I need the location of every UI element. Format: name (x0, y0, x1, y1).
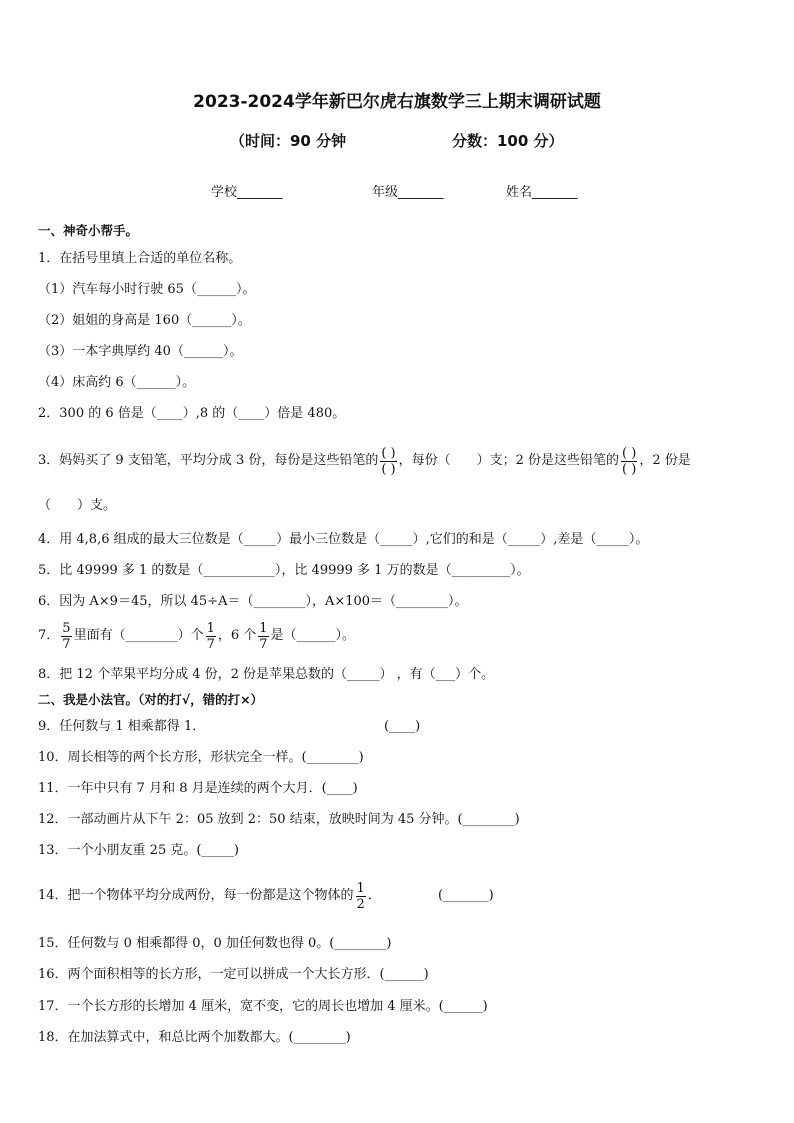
question-15: 15．任何数与 0 相乘都得 0，0 加任何数也得 0。(________) (38, 936, 392, 951)
question-7-text-a: 7． (38, 628, 60, 643)
fraction-numerator: 1 (356, 880, 365, 896)
exam-time: （时间：90 分钟 (230, 132, 347, 150)
question-13: 13．一个小朋友重 25 克。(_____) (38, 843, 239, 858)
question-7-text-c: ，6 个 (217, 628, 257, 643)
question-3-continued: （ ）支。 (38, 498, 117, 513)
fraction-numerator: 1 (259, 620, 268, 636)
question-3 (38, 439, 691, 484)
fraction-denominator: 7 (62, 636, 71, 652)
fraction-five-sevenths (61, 621, 71, 652)
question-12: 12．一部动画片从下午 2：05 放到 2：50 结束，放映时间为 45 分钟。(________) (38, 812, 520, 827)
exam-score: 分数：100 分） (452, 132, 564, 150)
question-10: 10．周长相等的两个长方形，形状完全一样。(________) (38, 750, 364, 765)
name-field: 姓名_______ (506, 185, 578, 200)
section-1-heading: 一、神奇小帮手。 (38, 223, 139, 238)
question-8: 8．把 12 个苹果平均分成 4 份，2 份是苹果总数的（_____） ，有（___）个。 (38, 667, 495, 682)
question-5: 5．比 49999 多 1 的数是（___________），比 49999 多 1 万的数是（_________）。 (38, 563, 530, 578)
question-16: 16．两个面积相等的长方形，一定可以拼成一个大长方形．(______) (38, 967, 429, 982)
fraction-denominator: ( ) (381, 461, 396, 477)
fraction-denominator: ( ) (622, 461, 637, 477)
question-3-text-b: ，每份（ ）支；2 份是这些铅笔的 (398, 453, 620, 468)
fraction-denominator: 7 (259, 636, 268, 652)
question-1-3: （3）一本字典厚约 40（______）。 (38, 344, 243, 359)
question-14-blank: (_______) (438, 888, 494, 903)
question-7 (38, 616, 355, 657)
fraction-numerator: ( ) (381, 445, 396, 461)
fraction-denominator: 2 (356, 896, 365, 912)
question-4: 4．用 4,8,6 组成的最大三位数是（_____）最小三位数是（_____）,它们的和是（_____）,差是（_____）。 (38, 532, 649, 547)
question-1-2: （2）姐姐的身高是 160（______）。 (38, 313, 251, 328)
question-1-1: （1）汽车每小时行驶 65（______）。 (38, 282, 256, 297)
fraction-denominator: 7 (206, 636, 215, 652)
question-1: 1．在括号里填上合适的单位名称。 (38, 251, 242, 266)
question-3-text-a: 3．妈妈买了 9 支铅笔，平均分成 3 份，每份是这些铅笔的 (38, 453, 379, 468)
question-17: 17．一个长方形的长增加 4 厘米，宽不变，它的周长也增加 4 厘米。(______) (38, 999, 488, 1014)
page-title: 2023-2024学年新巴尔虎右旗数学三上期末调研试题 (193, 92, 601, 112)
question-3-text-c: ，2 份是 (639, 453, 691, 468)
section-2-heading: 二、我是小法官。（对的打√，错的打×） (38, 692, 264, 707)
grade-field: 年级_______ (372, 185, 444, 200)
question-9: 9．任何数与 1 相乘都得 1． (38, 719, 206, 734)
question-6: 6．因为 A×9＝45，所以 45÷A＝（________），A×100＝（________）。 (38, 594, 468, 609)
question-18: 18．在加法算式中，和总比两个加数都大。(________) (38, 1030, 351, 1045)
question-14 (38, 876, 381, 917)
question-1-4: （4）床高约 6（______）。 (38, 375, 196, 390)
question-11: 11．一年中只有 7 月和 8 月是连续的两个大月．(____) (38, 781, 358, 796)
fraction-blank-1 (380, 446, 396, 477)
question-7-text-d: 是（______）。 (270, 628, 356, 643)
question-7-text-b: 里面有（________）个 (73, 628, 204, 643)
fraction-numerator: 1 (206, 620, 215, 636)
fraction-one-half (356, 881, 366, 912)
fraction-numerator: 5 (62, 620, 71, 636)
fraction-blank-2 (621, 446, 637, 477)
fraction-one-seventh-2 (258, 621, 268, 652)
fraction-numerator: ( ) (622, 445, 637, 461)
fraction-one-seventh (206, 621, 216, 652)
school-field: 学校_______ (211, 185, 283, 200)
question-2: 2．300 的 6 倍是（____）,8 的（____）倍是 480。 (38, 406, 346, 421)
question-14-text-a: 14．把一个物体平均分成两份，每一份都是这个物体的 (38, 888, 354, 903)
question-9-blank: (____) (384, 719, 421, 734)
question-14-text-b: ． (367, 888, 381, 903)
